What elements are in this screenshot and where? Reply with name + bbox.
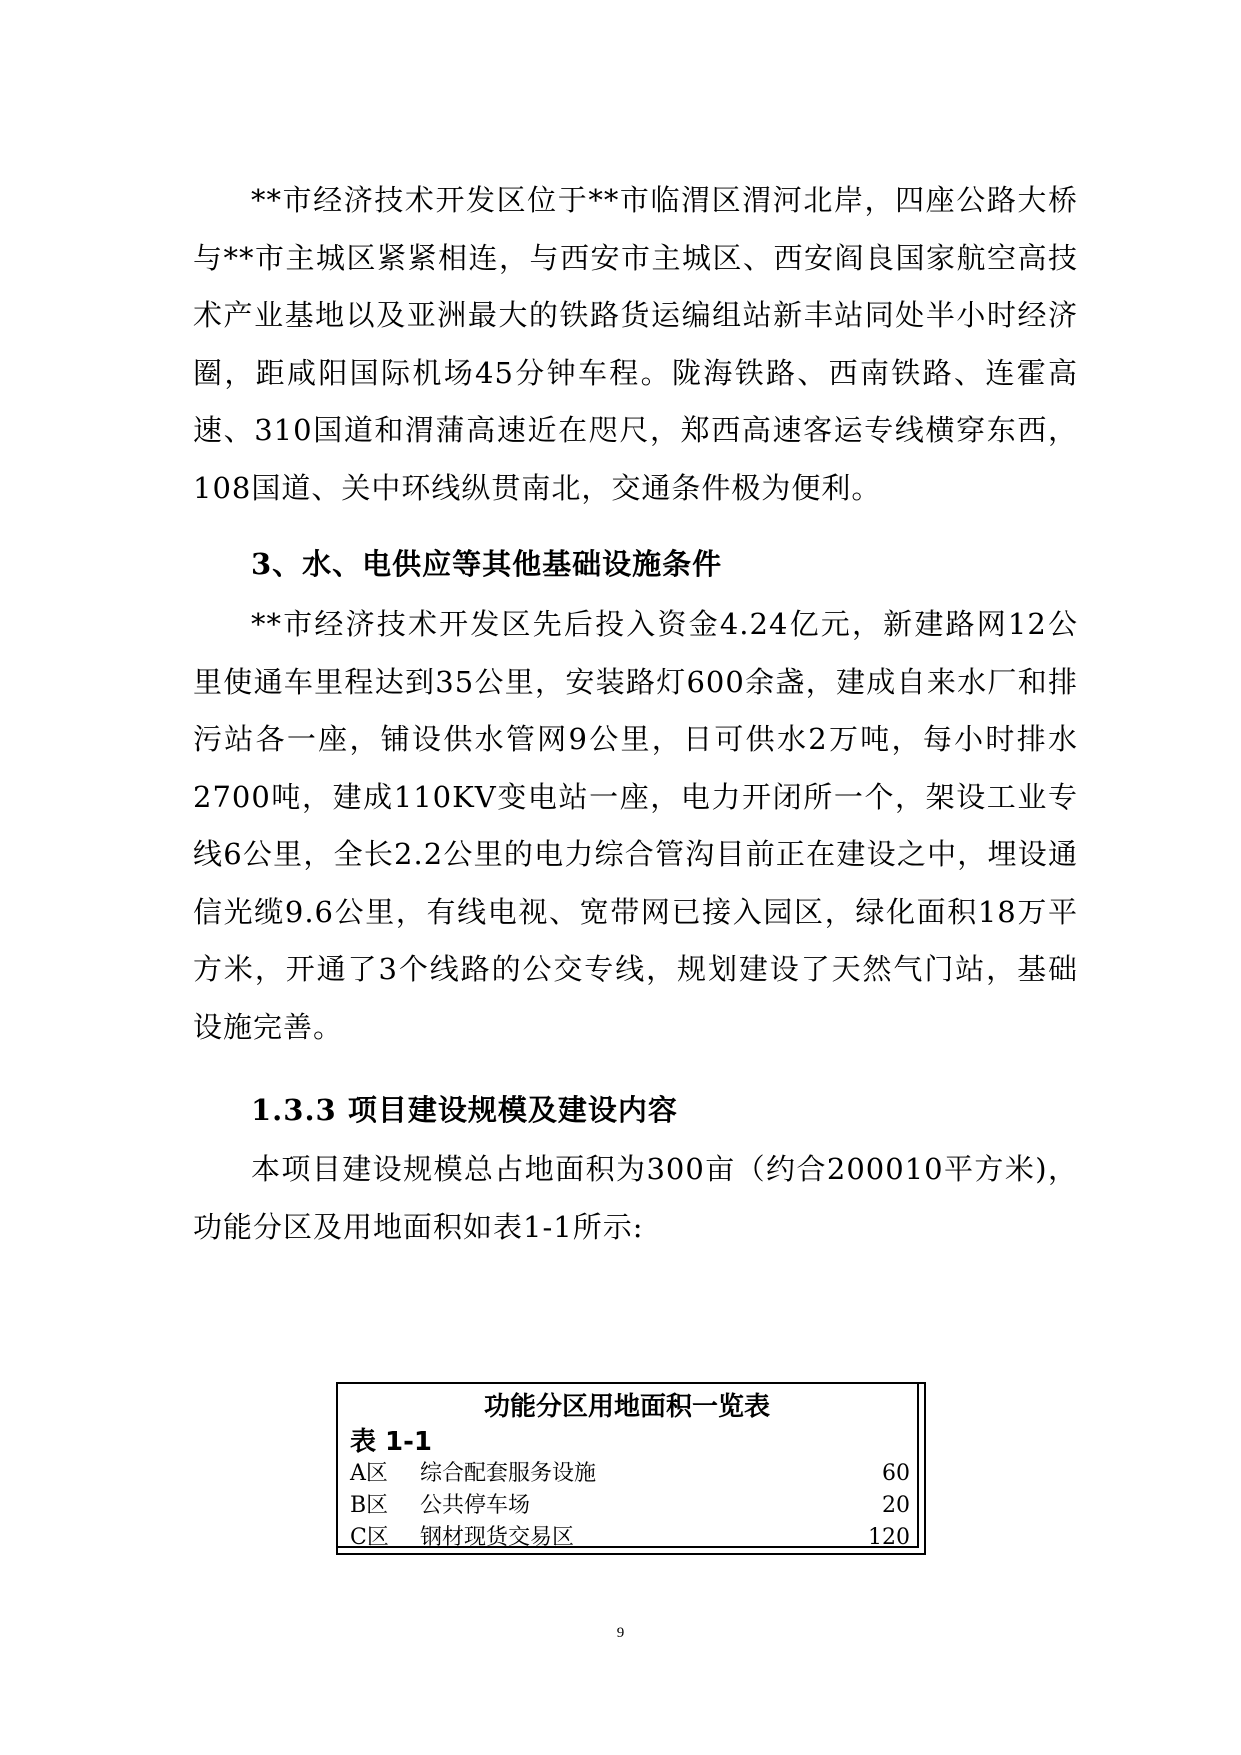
zone-cell: B区: [350, 1493, 389, 1518]
table-row: [338, 1458, 916, 1490]
value-cell: 60: [882, 1461, 910, 1486]
paragraph-text: 本项目建设规模总占地面积为300亩（约合200010平方米)，功能分区及用地面积如表1-1所示:: [193, 1152, 1078, 1244]
zone-area-table: [336, 1382, 926, 1555]
zone-cell: C区: [350, 1525, 389, 1550]
section-heading-scale: [193, 1082, 1078, 1140]
paragraph-scale: [193, 1141, 1078, 1256]
name-cell: 综合配套服务设施: [420, 1461, 597, 1486]
paragraph-text: **市经济技术开发区先后投入资金4.24亿元，新建路网12公里使通车里程达到35公里，安装路灯600余盏，建成自来水厂和排污站各一座，铺设供水管网9公里，日可供水2万吨，每小时排水2700吨，建成110KV变电站一座，电力开闭所一个，架设工业专线6公里，全长2.2公里的电力综合管沟目前正在建设之中，埋设通信光缆9.6公里，有线电视、宽带网已接入园区，绿化面积18万平方米，开通了3个线路的公交专线，规划建设了天然气门站，基础设施完善。: [193, 607, 1078, 1044]
name-cell: 公共停车场: [420, 1493, 531, 1518]
paragraph-infrastructure: [193, 596, 1078, 1056]
heading-text: 1.3.3 项目建设规模及建设内容: [251, 1093, 678, 1127]
paragraph-transport: [193, 172, 1078, 517]
paragraph-text: **市经济技术开发区位于**市临渭区渭河北岸，四座公路大桥与**市主城区紧紧相连，与西安市主城区、西安阎良国家航空高技术产业基地以及亚洲最大的铁路货运编组站新丰站同处半小时经济圈，距咸阳国际机场45分钟车程。陇海铁路、西南铁路、连霍高速、310国道和渭蒲高速近在咫尺，郑西高速客运专线横穿东西，108国道、关中环线纵贯南北，交通条件极为便利。: [193, 183, 1078, 505]
table-label: 表 1-1: [350, 1427, 433, 1457]
value-cell: 120: [868, 1525, 910, 1550]
page-number: 9: [616, 1625, 625, 1641]
table-title: 功能分区用地面积一览表: [483, 1392, 770, 1422]
table-row: [338, 1490, 916, 1522]
name-cell: 钢材现货交易区: [420, 1525, 575, 1550]
value-cell: 20: [882, 1493, 910, 1518]
zone-cell: A区: [350, 1461, 388, 1486]
section-heading-infrastructure: [193, 536, 1078, 594]
table-row: [338, 1522, 916, 1554]
heading-text: 3、水、电供应等其他基础设施条件: [251, 547, 723, 581]
